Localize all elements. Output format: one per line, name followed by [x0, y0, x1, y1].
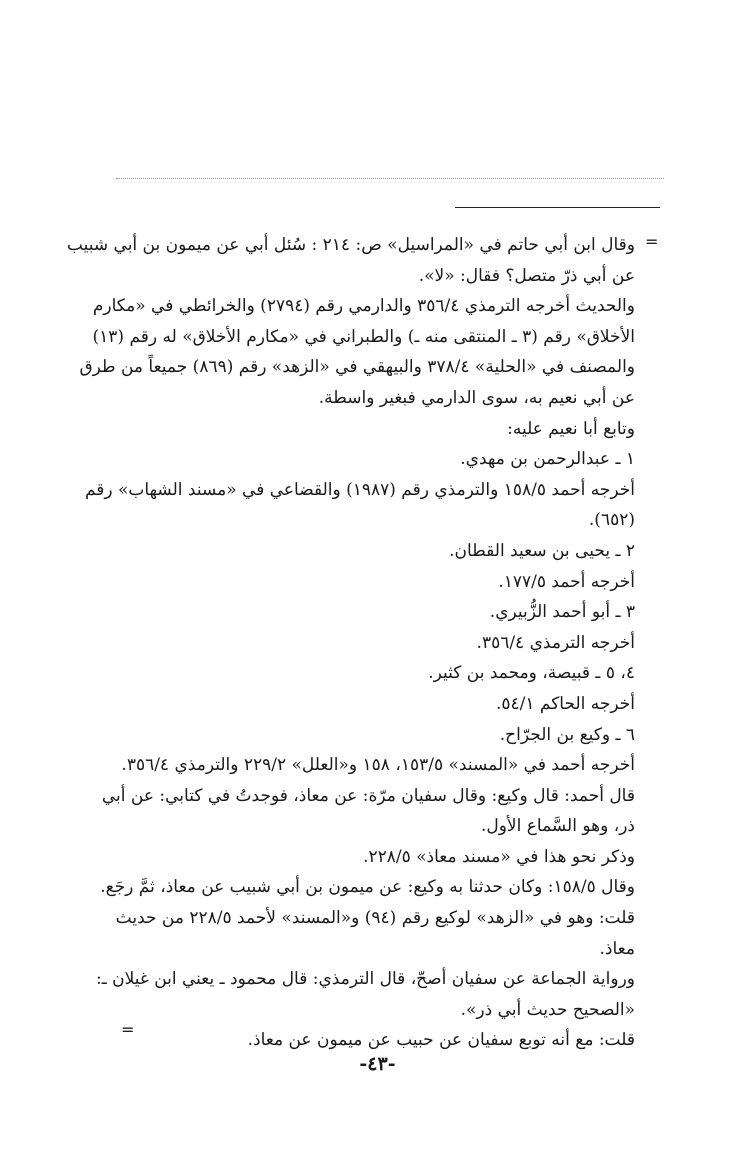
text-line: ٢ ـ يحيى بن سعيد القطان. [449, 540, 635, 561]
text-line: أخرجه أحمد ١٧٧/٥. [498, 571, 635, 592]
text-line: أخرجه أحمد ١٥٨/٥ والترمذي رقم (١٩٨٧) والقضاعي في «مسند الشهاب» رقم [84, 479, 635, 500]
text-line: عن أبي ذرّ متصل؟ فقال: «لا». [418, 265, 635, 286]
text-line: والحديث أخرجه الترمذي ٣٥٦/٤ والدارمي رقم (٢٧٩٤) والخرائطي في «مكارم [92, 296, 635, 317]
footnote-separator-rule [455, 207, 660, 208]
text-line: قال أحمد: قال وكيع: وقال سفيان مرّة: عن معاذ، فوجدتُ في كتابي: عن أبي [101, 785, 635, 806]
text-line: وتابع أبا نعيم عليه: [507, 418, 635, 439]
continuation-mark-bottom: = [121, 1020, 135, 1039]
text-line: وذكر نحو هذا في «مسند معاذ» ٢٢٨/٥. [363, 846, 635, 867]
text-line: «الصحيح حديث أبي ذر». [460, 999, 635, 1020]
text-line: ورواية الجماعة عن سفيان أصحّ، قال الترمذي: قال محمود ـ يعني ابن غيلان ـ: [96, 969, 635, 990]
text-line: (٦٥٢). [588, 510, 635, 531]
text-line: ذر، وهو السَّماع الأول. [480, 816, 635, 837]
continuation-mark-top: = [645, 232, 659, 251]
text-line: ٦ ـ وكيع بن الجرّاح. [499, 724, 635, 745]
text-line: عن أبي نعيم به، سوى الدارمي فبغير واسطة. [318, 387, 635, 408]
text-line: قلت: وهو في «الزهد» لوكيع رقم (٩٤) و«المسند» لأحمد ٢٢٨/٥ من حديث [115, 908, 635, 929]
text-line: وقال ابن أبي حاتم في «المراسيل» ص: ٢١٤ : سُئل أبي عن ميمون بن أبي شبيب [66, 235, 635, 255]
header-dotted-rule [116, 178, 664, 179]
text-line: قلت: مع أنه توبع سفيان عن حبيب عن ميمون عن معاذ. [247, 1030, 635, 1051]
text-line: ٣ ـ أبو أحمد الزُّبيري. [489, 602, 635, 623]
footnote-body [66, 230, 635, 1056]
text-line: الأخلاق» رقم (٣ ـ المنتقى منه ـ) والطبراني في «مكارم الأخلاق» له رقم (١٣) [92, 326, 635, 347]
text-line: أخرجه الحاكم ٥٤/١. [495, 693, 635, 714]
text-line: أخرجه أحمد في «المسند» ١٥٣/٥، ١٥٨ و«العلل» ٢٢٩/٢ والترمذي ٣٥٦/٤. [121, 755, 635, 776]
text-line: أخرجه الترمذي ٣٥٦/٤. [476, 632, 635, 653]
text-line: ١ ـ عبدالرحمن بن مهدي. [460, 449, 635, 470]
text-line: وقال ١٥٨/٥: وكان حدثنا به وكيع: عن ميمون بن أبي شبيب عن معاذ، ثمَّ رجَع. [100, 877, 635, 898]
page-number: -٤٣- [359, 1053, 396, 1075]
text-line: معاذ. [599, 938, 635, 959]
text-line: والمصنف في «الحلية» ٣٧٨/٤ والبيهقي في «الزهد» رقم (٨٦٩) جميعاً من طرق [79, 357, 635, 378]
text-line: ٤، ٥ ـ قبيصة، ومحمد بن كثير. [428, 663, 635, 684]
